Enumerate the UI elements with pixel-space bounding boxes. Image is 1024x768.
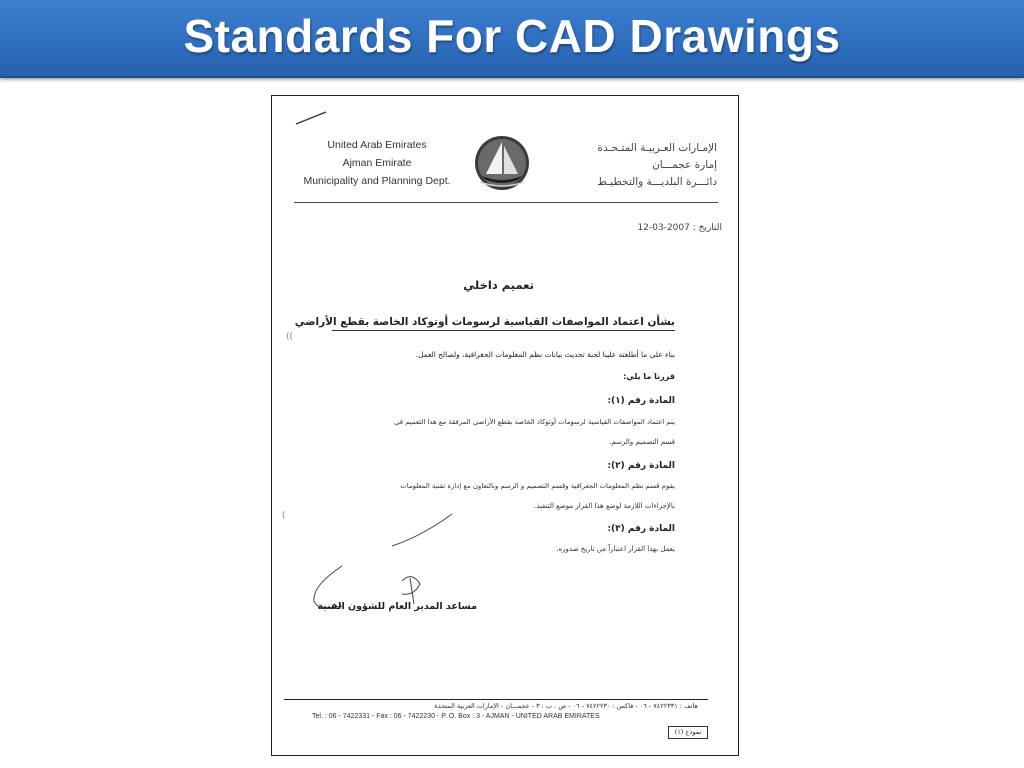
org-ar-line: دائـــرة البلديـــة والتخطيـط [597, 176, 717, 188]
date-label: التاريخ : [692, 223, 722, 233]
signature [302, 506, 472, 616]
scan-mark: (( [286, 332, 294, 342]
resolved-text: قررنا ما يلي: [623, 372, 675, 381]
org-arabic [557, 140, 717, 191]
scanned-letter [271, 95, 739, 756]
slide-title: Standards For CAD Drawings [183, 10, 841, 62]
article-line: بالإجراءات اللازمة لوضع هذا القرار موضع التنفيذ. [534, 502, 675, 510]
footer-english: Tel. : 06 - 7422331 - Fax : 06 - 7422230 - P. O. Box : 3 - AJMAN - UNITED ARAB EMIRATES [312, 713, 600, 720]
pen-mark [292, 108, 332, 128]
date-value: 12-03-2007 [637, 223, 690, 233]
header-rule [294, 202, 718, 203]
signatory-title: مساعد المدير العام للشؤون الفنية [317, 601, 477, 612]
footer-arabic: هاتف : ٧٤٢٢٣٣١ - ٠٦ - فاكس : ٧٤٢٢٢٣٠ - ٠٦ - ص . ب : ٣ - عجمـــان - الإمارات العربية المتحدة [434, 702, 698, 710]
org-ar-line: الإمـارات العـربيـة المتـحـدة [597, 142, 717, 154]
scan-mark: ( [282, 511, 286, 521]
date-line [572, 223, 722, 233]
article-line: يعمل بهذا القرار اعتباراً من تاريخ صدوره. [556, 545, 675, 553]
article-heading: المادة رقم (١): [607, 396, 675, 406]
article-line: يقوم قسم نظم المعلومات الجغرافية وقسم التصميم و الرسم وبالتعاون مع إدارة تقنية المعلومات [400, 482, 675, 490]
org-en-line: United Arab Emirates [327, 139, 427, 151]
subject-line: بشأن اعتماد المواصفات القياسية لرسومات أوتوكاد الخاصة بقطع الأراضي [332, 316, 675, 331]
intro-text: بناء على ما أطلعته علينا لجنة تحديث بيانات نظم المعلومات الجغرافية، ولصالح العمل. [415, 350, 675, 359]
org-en-line: Municipality and Planning Dept. [303, 175, 451, 187]
org-english [292, 136, 462, 190]
article-line: قسم التصميم والرسم. [609, 438, 675, 446]
memo-title: تعميم داخلي [463, 278, 534, 292]
article-heading: المادة رقم (٢): [607, 461, 675, 471]
slide-title-bar [0, 0, 1024, 78]
org-en-line: Ajman Emirate [342, 157, 412, 169]
form-number: نموذج (١) [668, 726, 708, 739]
footer-rule [284, 699, 708, 700]
org-ar-line: إمارة عجمـــان [652, 159, 717, 171]
article-heading: المادة رقم (٣): [607, 524, 675, 534]
article-line: يتم اعتماد المواصفات القياسية لرسومات أوتوكاد الخاصة بقطع الأراضي المرفقة مع هذا التعميم في [393, 418, 675, 426]
emblem-icon [472, 134, 532, 192]
